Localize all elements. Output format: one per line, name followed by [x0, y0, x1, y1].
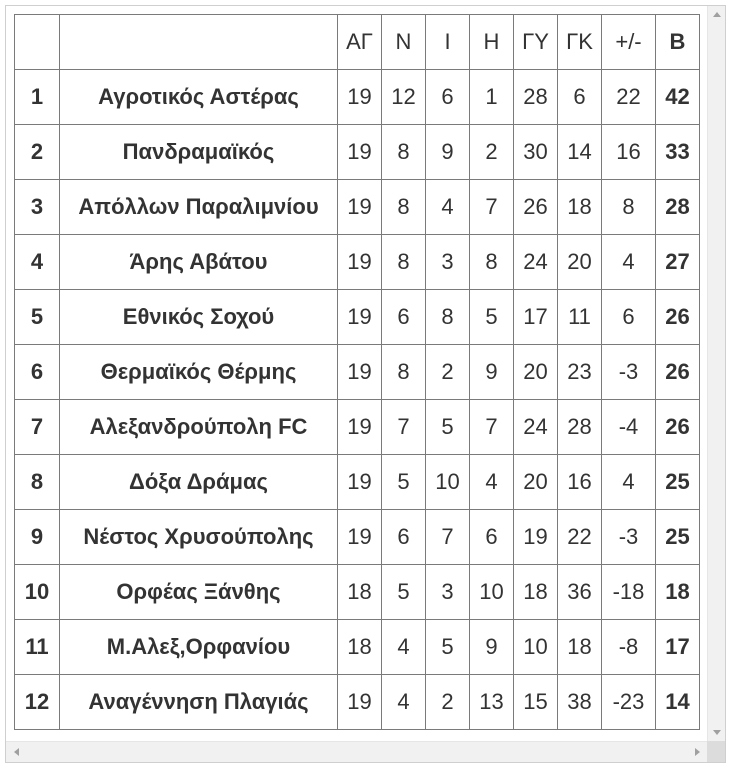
- cell-wins: 6: [382, 290, 426, 345]
- cell-team: Νέστος Χρυσούπολης: [60, 510, 338, 565]
- cell-draws: 3: [426, 235, 470, 290]
- cell-played: 19: [338, 70, 382, 125]
- table-row: [15, 345, 700, 400]
- cell-goals-against: 14: [558, 125, 602, 180]
- cell-losses: 9: [470, 345, 514, 400]
- cell-wins: 4: [382, 675, 426, 730]
- table-header-row: [15, 15, 700, 70]
- cell-played: 19: [338, 400, 382, 455]
- cell-draws: 4: [426, 180, 470, 235]
- cell-wins: 12: [382, 70, 426, 125]
- table-row: [15, 400, 700, 455]
- cell-team: Θερμαϊκός Θέρμης: [60, 345, 338, 400]
- header-cell-team: [60, 15, 338, 70]
- vertical-scrollbar[interactable]: [707, 6, 725, 741]
- cell-losses: 9: [470, 620, 514, 675]
- header-cell-wins: Ν: [382, 15, 426, 70]
- cell-team: Απόλλων Παραλιμνίου: [60, 180, 338, 235]
- cell-points: 28: [656, 180, 700, 235]
- cell-goal-difference: 8: [602, 180, 656, 235]
- cell-goal-difference: -23: [602, 675, 656, 730]
- cell-goals-for: 20: [514, 455, 558, 510]
- cell-position: 1: [15, 70, 60, 125]
- cell-goals-for: 20: [514, 345, 558, 400]
- table-row: [15, 675, 700, 730]
- cell-played: 19: [338, 345, 382, 400]
- cell-draws: 8: [426, 290, 470, 345]
- cell-goals-for: 18: [514, 565, 558, 620]
- cell-team: Άρης Αβάτου: [60, 235, 338, 290]
- cell-goals-against: 28: [558, 400, 602, 455]
- cell-position: 7: [15, 400, 60, 455]
- cell-played: 19: [338, 675, 382, 730]
- cell-team: Αγροτικός Αστέρας: [60, 70, 338, 125]
- table-row: [15, 180, 700, 235]
- scroll-up-arrow-icon[interactable]: [713, 12, 721, 17]
- cell-position: 12: [15, 675, 60, 730]
- cell-goal-difference: 4: [602, 455, 656, 510]
- cell-goals-against: 11: [558, 290, 602, 345]
- cell-points: 33: [656, 125, 700, 180]
- cell-goals-against: 23: [558, 345, 602, 400]
- header-cell-goal-difference: +/-: [602, 15, 656, 70]
- cell-goals-for: 24: [514, 400, 558, 455]
- table-row: [15, 620, 700, 675]
- cell-points: 26: [656, 400, 700, 455]
- cell-position: 10: [15, 565, 60, 620]
- cell-losses: 10: [470, 565, 514, 620]
- cell-draws: 2: [426, 345, 470, 400]
- cell-goal-difference: -18: [602, 565, 656, 620]
- cell-goals-against: 6: [558, 70, 602, 125]
- cell-team: Δόξα Δράμας: [60, 455, 338, 510]
- scroll-left-arrow-icon[interactable]: [14, 748, 19, 756]
- cell-losses: 1: [470, 70, 514, 125]
- cell-played: 18: [338, 565, 382, 620]
- cell-points: 25: [656, 455, 700, 510]
- cell-wins: 8: [382, 180, 426, 235]
- cell-points: 26: [656, 345, 700, 400]
- header-cell-goals-for: ΓΥ: [514, 15, 558, 70]
- table-scroll-area[interactable]: [6, 6, 708, 741]
- cell-position: 9: [15, 510, 60, 565]
- cell-team: Ορφέας Ξάνθης: [60, 565, 338, 620]
- cell-goals-for: 30: [514, 125, 558, 180]
- cell-goals-against: 36: [558, 565, 602, 620]
- cell-wins: 8: [382, 125, 426, 180]
- cell-played: 19: [338, 180, 382, 235]
- cell-goals-against: 18: [558, 620, 602, 675]
- cell-team: Εθνικός Σοχού: [60, 290, 338, 345]
- scrollbar-corner: [707, 741, 725, 762]
- table-frame: [5, 5, 726, 763]
- cell-goals-against: 22: [558, 510, 602, 565]
- cell-draws: 10: [426, 455, 470, 510]
- header-cell-played: ΑΓ: [338, 15, 382, 70]
- cell-goals-for: 15: [514, 675, 558, 730]
- cell-losses: 5: [470, 290, 514, 345]
- cell-losses: 8: [470, 235, 514, 290]
- cell-goals-for: 10: [514, 620, 558, 675]
- cell-team: Αναγέννηση Πλαγιάς: [60, 675, 338, 730]
- scroll-down-arrow-icon[interactable]: [713, 730, 721, 735]
- header-cell-goals-against: ΓΚ: [558, 15, 602, 70]
- cell-played: 19: [338, 455, 382, 510]
- cell-draws: 6: [426, 70, 470, 125]
- cell-played: 19: [338, 235, 382, 290]
- cell-goals-for: 26: [514, 180, 558, 235]
- cell-points: 17: [656, 620, 700, 675]
- table-row: [15, 290, 700, 345]
- table-row: [15, 455, 700, 510]
- table-row: [15, 510, 700, 565]
- cell-played: 19: [338, 510, 382, 565]
- cell-team: Αλεξανδρούπολη FC: [60, 400, 338, 455]
- cell-losses: 6: [470, 510, 514, 565]
- cell-goals-against: 38: [558, 675, 602, 730]
- cell-goals-for: 24: [514, 235, 558, 290]
- cell-played: 19: [338, 125, 382, 180]
- cell-goal-difference: -4: [602, 400, 656, 455]
- cell-points: 25: [656, 510, 700, 565]
- cell-wins: 4: [382, 620, 426, 675]
- cell-draws: 5: [426, 620, 470, 675]
- cell-position: 2: [15, 125, 60, 180]
- cell-losses: 7: [470, 180, 514, 235]
- cell-goals-against: 16: [558, 455, 602, 510]
- cell-wins: 8: [382, 345, 426, 400]
- cell-wins: 5: [382, 455, 426, 510]
- cell-losses: 13: [470, 675, 514, 730]
- cell-position: 6: [15, 345, 60, 400]
- cell-wins: 6: [382, 510, 426, 565]
- cell-position: 8: [15, 455, 60, 510]
- table-row: [15, 565, 700, 620]
- cell-points: 27: [656, 235, 700, 290]
- cell-points: 18: [656, 565, 700, 620]
- cell-goals-against: 20: [558, 235, 602, 290]
- standings-table: [14, 14, 700, 730]
- cell-position: 4: [15, 235, 60, 290]
- cell-points: 42: [656, 70, 700, 125]
- cell-played: 19: [338, 290, 382, 345]
- cell-draws: 9: [426, 125, 470, 180]
- cell-position: 11: [15, 620, 60, 675]
- cell-goal-difference: -8: [602, 620, 656, 675]
- cell-position: 5: [15, 290, 60, 345]
- cell-goals-for: 17: [514, 290, 558, 345]
- cell-draws: 5: [426, 400, 470, 455]
- cell-draws: 3: [426, 565, 470, 620]
- cell-losses: 7: [470, 400, 514, 455]
- header-cell-points: Β: [656, 15, 700, 70]
- cell-wins: 5: [382, 565, 426, 620]
- table-row: [15, 235, 700, 290]
- cell-goals-for: 19: [514, 510, 558, 565]
- cell-goals-against: 18: [558, 180, 602, 235]
- scroll-right-arrow-icon[interactable]: [695, 748, 700, 756]
- cell-played: 18: [338, 620, 382, 675]
- cell-goal-difference: 4: [602, 235, 656, 290]
- cell-goal-difference: 22: [602, 70, 656, 125]
- table-row: [15, 125, 700, 180]
- horizontal-scrollbar[interactable]: [6, 741, 708, 762]
- cell-points: 14: [656, 675, 700, 730]
- cell-team: Πανδραμαϊκός: [60, 125, 338, 180]
- header-cell-position: [15, 15, 60, 70]
- table-row: [15, 70, 700, 125]
- cell-goals-for: 28: [514, 70, 558, 125]
- cell-team: Μ.Αλεξ,Ορφανίου: [60, 620, 338, 675]
- cell-goal-difference: -3: [602, 510, 656, 565]
- cell-draws: 7: [426, 510, 470, 565]
- cell-wins: 8: [382, 235, 426, 290]
- cell-wins: 7: [382, 400, 426, 455]
- cell-losses: 4: [470, 455, 514, 510]
- cell-goal-difference: 16: [602, 125, 656, 180]
- header-cell-draws: Ι: [426, 15, 470, 70]
- cell-points: 26: [656, 290, 700, 345]
- cell-goal-difference: -3: [602, 345, 656, 400]
- cell-goal-difference: 6: [602, 290, 656, 345]
- cell-draws: 2: [426, 675, 470, 730]
- cell-losses: 2: [470, 125, 514, 180]
- cell-position: 3: [15, 180, 60, 235]
- header-cell-losses: Η: [470, 15, 514, 70]
